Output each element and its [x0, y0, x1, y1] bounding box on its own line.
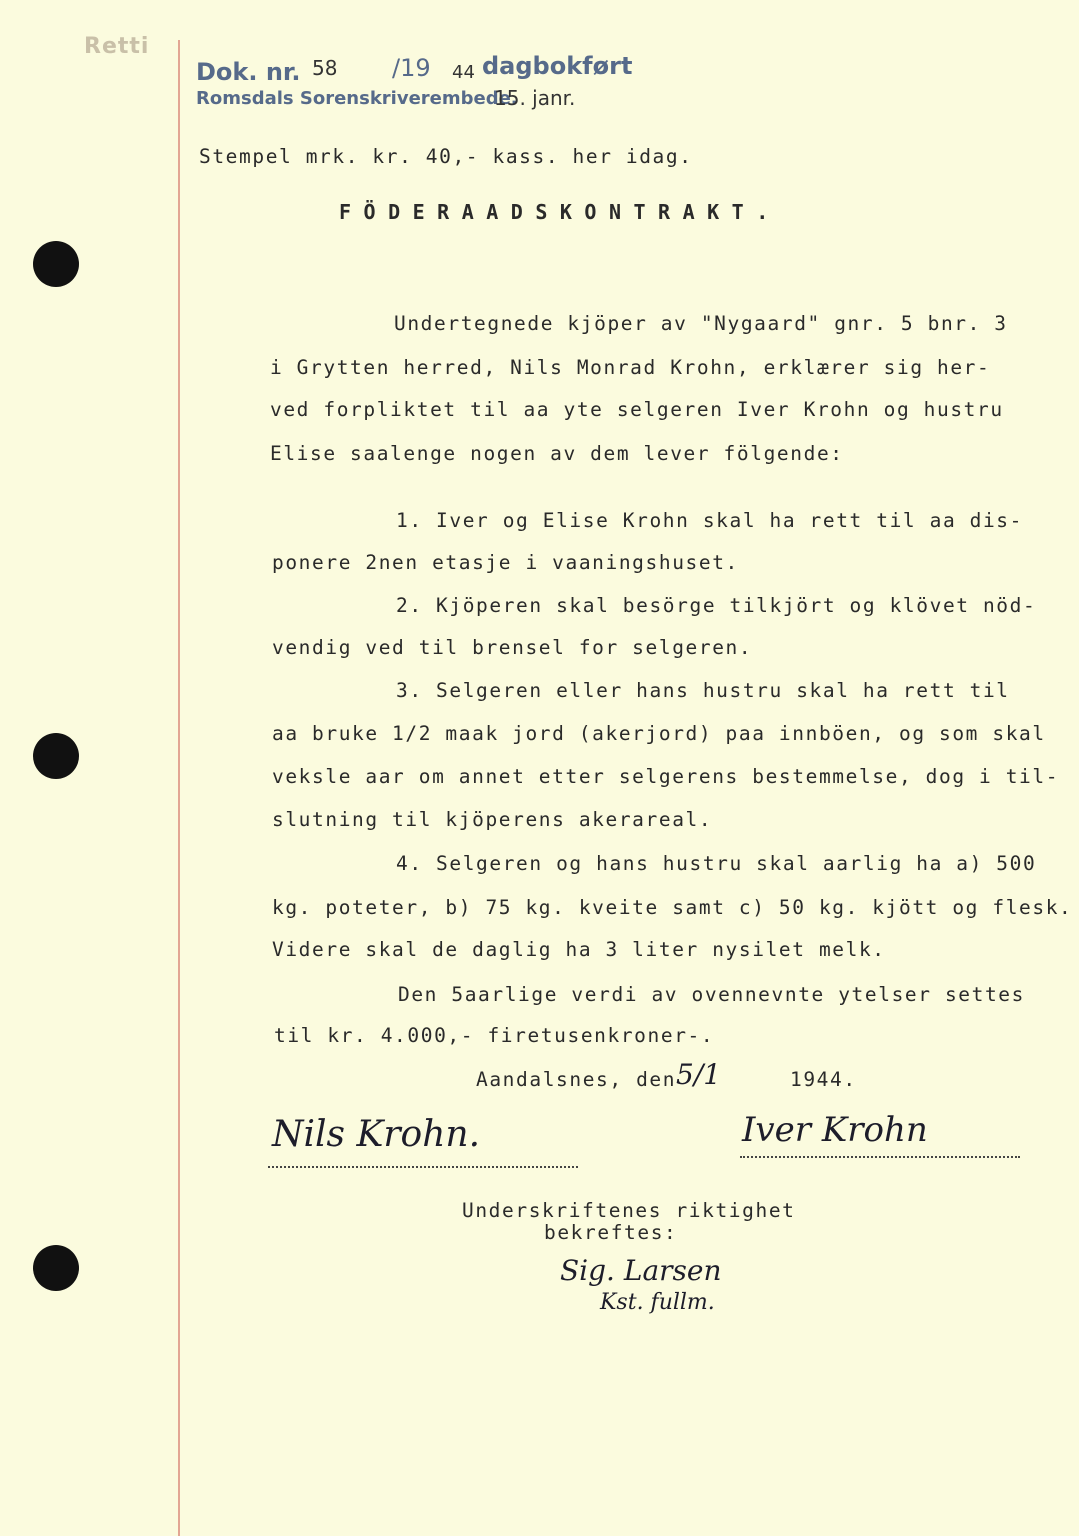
item-3-line-3: veksle aar om annet etter selgerens bestemmelse, dog i til-	[272, 765, 1060, 788]
intro-line-3: ved forpliktet til aa yte selgeren Iver Krohn og hustru	[270, 398, 1004, 421]
punch-hole-middle	[33, 733, 79, 779]
stamp-year-suffix: 44	[452, 62, 475, 83]
place-date-handwritten: 5/1	[676, 1058, 722, 1091]
witness-title: Kst. fullm.	[600, 1290, 715, 1315]
faint-stamp-mark: Retti	[84, 34, 150, 59]
item-2-line-2: vendig ved til brensel for selgeren.	[272, 636, 753, 659]
stamp-date: 15. janr.	[494, 86, 576, 110]
item-4-line-2: kg. poteter, b) 75 kg. kveite samt c) 50 kg. kjött og flesk.	[272, 896, 1073, 919]
seller-signature-line	[740, 1156, 1020, 1158]
stamp-dok-label: Dok. nr.	[196, 58, 301, 86]
punch-hole-bottom	[33, 1245, 79, 1291]
intro-line-4: Elise saalenge nogen av dem lever fölgende:	[270, 442, 844, 465]
item-4-line-3: Videre skal de daglig ha 3 liter nysilet melk.	[272, 938, 886, 961]
witness-signature: Sig. Larsen	[560, 1254, 722, 1287]
place-date-prefix: Aandalsnes, den	[476, 1068, 677, 1091]
stamp-office: Romsdals Sorenskriverembede.	[196, 88, 518, 109]
seller-signature: Iver Krohn	[742, 1110, 928, 1150]
item-1-line-2: ponere 2nen etasje i vaaningshuset.	[272, 551, 739, 574]
place-date-year: 1944.	[790, 1068, 857, 1091]
stamp-dok-number: 58	[312, 56, 338, 80]
confirmation-line-2: bekreftes:	[544, 1221, 678, 1244]
confirmation-line-1: Underskriftenes riktighet	[462, 1199, 796, 1222]
stamp-year-prefix: /19	[392, 54, 431, 82]
document-title: FÖDERAADSKONTRAKT.	[339, 200, 781, 224]
buyer-signature-line	[268, 1166, 578, 1168]
item-3-line-2: aa bruke 1/2 maak jord (akerjord) paa innböen, og som skal	[272, 722, 1046, 745]
punch-hole-top	[33, 241, 79, 287]
value-line-1: Den 5aarlige verdi av ovennevnte ytelser settes	[398, 983, 1025, 1006]
item-2-line-1: 2. Kjöperen skal besörge tilkjört og klövet nöd-	[396, 594, 1037, 617]
intro-line-1: Undertegnede kjöper av "Nygaard" gnr. 5 bnr. 3	[394, 312, 1008, 335]
value-line-2: til kr. 4.000,- firetusenkroner-.	[274, 1024, 715, 1047]
item-3-line-4: slutning til kjöperens akerareal.	[272, 808, 713, 831]
intro-line-2: i Grytten herred, Nils Monrad Krohn, erklærer sig her-	[270, 356, 991, 379]
margin-rule	[178, 40, 180, 1536]
item-1-line-1: 1. Iver og Elise Krohn skal ha rett til aa dis-	[396, 509, 1023, 532]
fee-line: Stempel mrk. kr. 40,- kass. her idag.	[199, 145, 693, 168]
stamp-journal: dagbokført	[482, 52, 633, 80]
item-4-line-1: 4. Selgeren og hans hustru skal aarlig ha a) 500	[396, 852, 1037, 875]
buyer-signature: Nils Krohn.	[272, 1114, 481, 1155]
item-3-line-1: 3. Selgeren eller hans hustru skal ha rett til	[396, 679, 1010, 702]
